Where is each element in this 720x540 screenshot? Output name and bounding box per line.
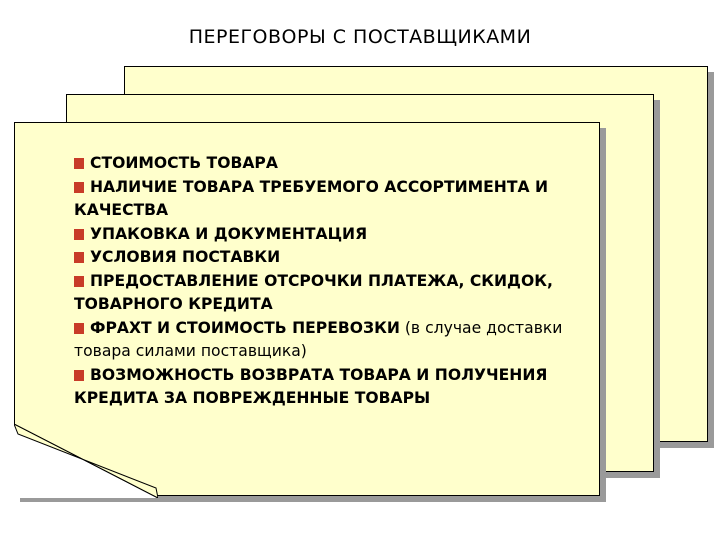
item-text: ФРАХТ И СТОИМОСТЬ ПЕРЕВОЗКИ	[90, 318, 400, 337]
square-bullet-icon	[74, 158, 84, 169]
page-title: ПЕРЕГОВОРЫ С ПОСТАВЩИКАМИ	[188, 26, 532, 48]
square-bullet-icon	[74, 182, 84, 193]
square-bullet-icon	[74, 229, 84, 240]
item-text: ВОЗМОЖНОСТЬ ВОЗВРАТА ТОВАРА И ПОЛУЧЕНИЯ КРЕДИТА ЗА ПОВРЕЖДЕННЫЕ ТОВАРЫ	[74, 365, 548, 407]
list-item	[74, 176, 574, 223]
list-item	[74, 152, 574, 176]
list-item	[74, 317, 574, 364]
bullet-list	[74, 152, 574, 411]
list-item	[74, 223, 574, 247]
item-text: СТОИМОСТЬ ТОВАРА	[90, 154, 278, 172]
square-bullet-icon	[74, 252, 84, 263]
item-text: УСЛОВИЯ ПОСТАВКИ	[90, 248, 281, 266]
item-note: (в случае доставки товара силами поставщика)	[74, 318, 563, 360]
list-item	[74, 246, 574, 270]
square-bullet-icon	[74, 370, 84, 381]
list-item	[74, 364, 574, 411]
list-item	[74, 270, 574, 317]
square-bullet-icon	[74, 276, 84, 287]
item-text: НАЛИЧИЕ ТОВАРА ТРЕБУЕМОГО АССОРТИМЕНТА И КАЧЕСТВА	[74, 177, 549, 219]
item-text: УПАКОВКА И ДОКУМЕНТАЦИЯ	[90, 224, 368, 243]
square-bullet-icon	[74, 323, 84, 334]
item-text: ПРЕДОСТАВЛЕНИЕ ОТСРОЧКИ ПЛАТЕЖА, СКИДОК, ТОВАРНОГО КРЕДИТА	[74, 271, 553, 313]
